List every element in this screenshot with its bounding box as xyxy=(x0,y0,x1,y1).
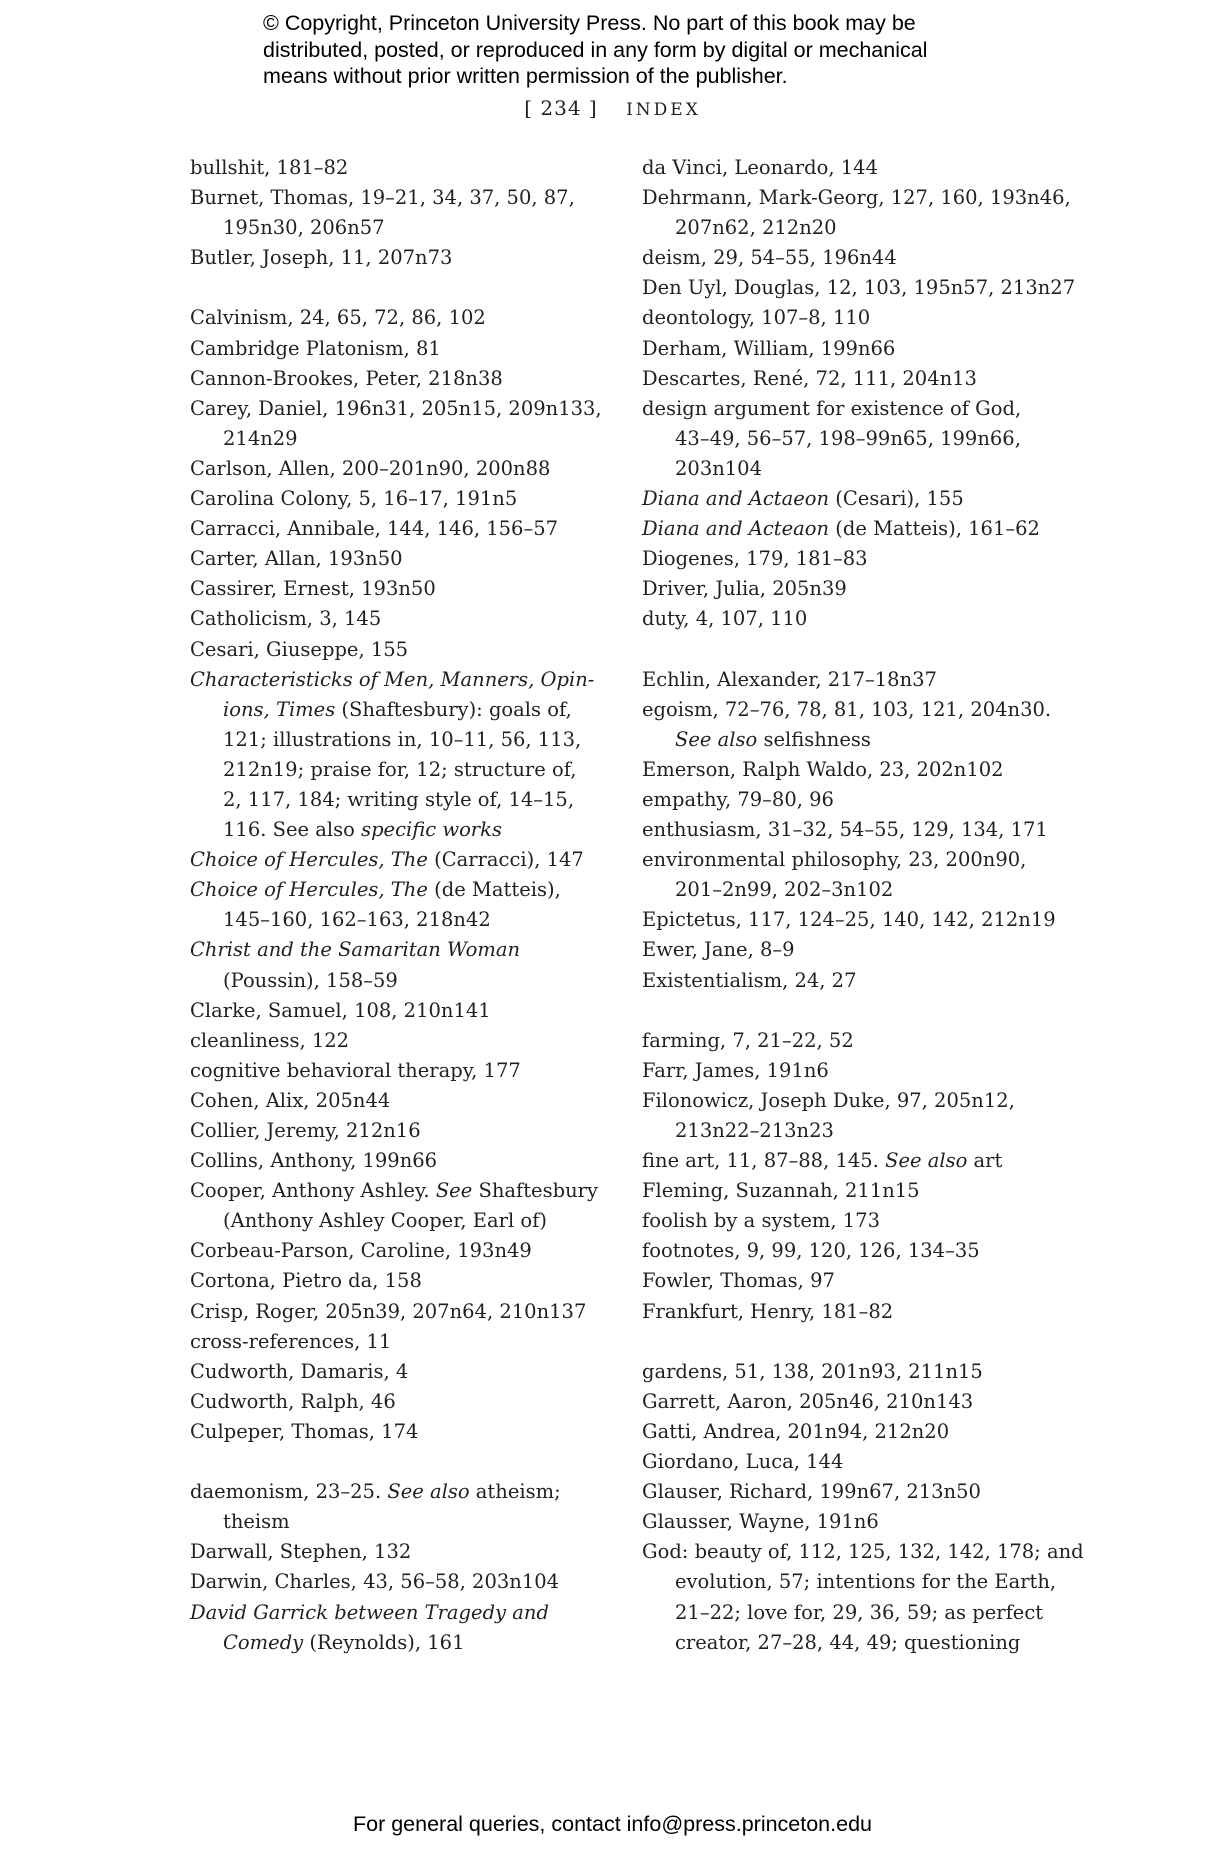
index-entry-line: Glauser, Richard, 199n67, 213n50 xyxy=(642,1480,981,1504)
index-entry-continuation: 116. See also specific works xyxy=(223,818,502,842)
index-entry-continuation: 213n22–213n23 xyxy=(675,1119,834,1142)
index-entry-line: Diana and Acteaon (de Matteis), 161–62 xyxy=(642,517,1040,541)
index-entry xyxy=(190,1176,630,1236)
index-entry xyxy=(190,1598,630,1658)
section-title: INDEX xyxy=(626,100,701,120)
index-entry xyxy=(190,1387,630,1417)
index-entry xyxy=(190,935,630,995)
index-entry-continuation: 145–160, 162–163, 218n42 xyxy=(223,908,491,932)
index-entry xyxy=(190,1357,630,1387)
index-entry-line: Carter, Allan, 193n50 xyxy=(190,547,403,571)
index-entry-line: cognitive behavioral therapy, 177 xyxy=(190,1058,521,1082)
index-entry-line: Carolina Colony, 5, 16–17, 191n5 xyxy=(190,487,518,511)
index-entry-line: cleanliness, 122 xyxy=(190,1028,350,1052)
index-entry-line: Carey, Daniel, 196n31, 205n15, 209n133, xyxy=(190,396,602,420)
copyright-line: © Copyright, Princeton University Press. No part of this book may be xyxy=(263,11,916,35)
index-entry xyxy=(190,1477,630,1537)
copyright-line: distributed, posted, or reproduced in any form by digital or mechanical xyxy=(263,37,928,62)
index-entry-line: duty, 4, 107, 110 xyxy=(642,607,808,631)
index-entry-line: Carracci, Annibale, 144, 146, 156–57 xyxy=(190,517,559,541)
page-number: [ 234 ] xyxy=(524,96,598,120)
index-entry xyxy=(190,364,630,394)
index-entry-line: Crisp, Roger, 205n39, 207n64, 210n137 xyxy=(190,1299,587,1323)
index-entry xyxy=(190,153,630,183)
index-entry xyxy=(642,785,1082,815)
index-entry-line: Fleming, Suzannah, 211n15 xyxy=(642,1179,920,1203)
index-entry-line: Carlson, Allen, 200–201n90, 200n88 xyxy=(190,456,551,480)
index-entry-line: Clarke, Samuel, 108, 210n141 xyxy=(190,998,491,1022)
index-entry-line: Descartes, René, 72, 111, 204n13 xyxy=(642,366,977,390)
index-entry-continuation: 201–2n99, 202–3n102 xyxy=(675,878,894,902)
index-entry xyxy=(190,574,630,604)
index-entry xyxy=(642,1086,1082,1146)
index-column-right xyxy=(642,153,1082,1658)
index-entry xyxy=(642,574,1082,604)
index-entry-line: Driver, Julia, 205n39 xyxy=(642,577,847,601)
index-entry-line: Culpeper, Thomas, 174 xyxy=(190,1419,419,1443)
index-entry xyxy=(190,394,630,454)
index-entry xyxy=(642,1477,1082,1507)
index-entry-line: footnotes, 9, 99, 120, 126, 134–35 xyxy=(642,1239,980,1263)
index-entry-continuation: 214n29 xyxy=(223,426,298,450)
index-entry-line: Cortona, Pietro da, 158 xyxy=(190,1269,422,1293)
copyright-notice xyxy=(263,10,1023,90)
index-entry xyxy=(642,243,1082,273)
index-entry-continuation: ions, Times (Shaftesbury): goals of, xyxy=(223,697,572,721)
index-entry-line: Cambridge Platonism, 81 xyxy=(190,336,441,360)
letter-gap xyxy=(190,273,630,303)
index-entry xyxy=(642,1537,1082,1657)
index-entry-line: Characteristicks of Men, Manners, Opin- xyxy=(190,667,595,691)
index-entry-line: Cudworth, Damaris, 4 xyxy=(190,1359,409,1383)
running-head xyxy=(0,96,1225,120)
index-entry xyxy=(190,334,630,364)
index-entry-line: David Garrick between Tragedy and xyxy=(190,1600,549,1624)
index-entry xyxy=(190,514,630,544)
index-entry-line: da Vinci, Leonardo, 144 xyxy=(642,156,878,179)
index-entry-continuation: 43–49, 56–57, 198–99n65, 199n66, xyxy=(675,426,1021,450)
index-entry xyxy=(190,1266,630,1296)
index-entry xyxy=(190,1567,630,1597)
index-entry xyxy=(642,1236,1082,1266)
index-entry-line: Echlin, Alexander, 217–18n37 xyxy=(642,667,937,691)
index-entry xyxy=(642,514,1082,544)
index-entry xyxy=(642,1447,1082,1477)
index-entry xyxy=(642,1507,1082,1537)
index-entry xyxy=(190,1297,630,1327)
index-entry xyxy=(190,243,630,273)
index-entry xyxy=(642,1176,1082,1206)
index-entry-line: Fowler, Thomas, 97 xyxy=(642,1269,835,1293)
letter-gap xyxy=(642,996,1082,1026)
index-entry-line: gardens, 51, 138, 201n93, 211n15 xyxy=(642,1359,983,1383)
index-entry-line: Cesari, Giuseppe, 155 xyxy=(190,637,409,661)
index-entry-line: Garrett, Aaron, 205n46, 210n143 xyxy=(642,1389,974,1413)
index-entry xyxy=(642,1357,1082,1387)
index-entry-line: Choice of Hercules, The (de Matteis), xyxy=(190,878,561,902)
index-entry xyxy=(642,1266,1082,1296)
index-entry-continuation: See also selfishness xyxy=(675,727,871,751)
index-entry xyxy=(642,484,1082,514)
index-entry xyxy=(642,544,1082,574)
letter-gap xyxy=(642,635,1082,665)
index-entry xyxy=(190,1327,630,1357)
index-entry-line: Filonowicz, Joseph Duke, 97, 205n12, xyxy=(642,1088,1015,1112)
index-entry-continuation: 195n30, 206n57 xyxy=(223,216,385,240)
index-entry-line: Glausser, Wayne, 191n6 xyxy=(642,1510,879,1534)
index-entry-line: Dehrmann, Mark-Georg, 127, 160, 193n46, xyxy=(642,186,1071,210)
index-entry-line: cross-references, 11 xyxy=(190,1329,392,1353)
index-entry-line: Butler, Joseph, 11, 207n73 xyxy=(190,246,453,270)
index-entry xyxy=(642,183,1082,243)
index-entry xyxy=(190,1086,630,1116)
index-entry xyxy=(190,303,630,333)
index-entry-line: deism, 29, 54–55, 196n44 xyxy=(642,246,897,270)
index-entry xyxy=(190,845,630,875)
index-entry-continuation: 2, 117, 184; writing style of, 14–15, xyxy=(223,787,575,811)
index-entry-line: Epictetus, 117, 124–25, 140, 142, 212n19 xyxy=(642,908,1056,932)
index-entry xyxy=(642,1387,1082,1417)
index-entry-line: Diogenes, 179, 181–83 xyxy=(642,547,868,571)
index-entry xyxy=(642,153,1082,183)
index-entry-line: farming, 7, 21–22, 52 xyxy=(642,1028,854,1052)
index-entry-line: Burnet, Thomas, 19–21, 34, 37, 50, 87, xyxy=(190,186,575,210)
index-entry xyxy=(642,334,1082,364)
index-entry-line: Existentialism, 24, 27 xyxy=(642,968,857,992)
index-entry-line: Giordano, Luca, 144 xyxy=(642,1450,844,1474)
index-entry-line: Farr, James, 191n6 xyxy=(642,1058,829,1082)
index-entry-line: Cudworth, Ralph, 46 xyxy=(190,1389,396,1413)
index-entry xyxy=(642,845,1082,905)
index-entry-line: Ewer, Jane, 8–9 xyxy=(642,938,795,962)
index-entry xyxy=(642,394,1082,484)
index-column-left xyxy=(190,153,630,1658)
index-entry-line: Cooper, Anthony Ashley. See Shaftesbury xyxy=(190,1179,598,1203)
index-entry-continuation: 121; illustrations in, 10–11, 56, 113, xyxy=(223,727,582,751)
index-entry-line: God: beauty of, 112, 125, 132, 142, 178; and xyxy=(642,1540,1084,1564)
index-entry xyxy=(642,966,1082,996)
index-entry xyxy=(190,1056,630,1086)
index-entry xyxy=(190,604,630,634)
index-entry xyxy=(190,875,630,935)
index-entry-line: fine art, 11, 87–88, 145. See also art xyxy=(642,1149,1003,1173)
index-entry xyxy=(190,1236,630,1266)
index-entry xyxy=(190,183,630,243)
index-entry-line: Christ and the Samaritan Woman xyxy=(190,938,521,962)
index-entry-line: Frankfurt, Henry, 181–82 xyxy=(642,1299,894,1323)
index-entry-line: Emerson, Ralph Waldo, 23, 202n102 xyxy=(642,757,1004,781)
index-entry-continuation: 207n62, 212n20 xyxy=(675,216,837,240)
index-entry xyxy=(642,303,1082,333)
index-entry xyxy=(190,996,630,1026)
letter-gap xyxy=(642,1327,1082,1357)
index-entry-continuation: Comedy (Reynolds), 161 xyxy=(223,1630,465,1654)
index-entry xyxy=(642,364,1082,394)
index-entry xyxy=(642,905,1082,935)
index-entry xyxy=(190,1116,630,1146)
index-entry xyxy=(642,273,1082,303)
index-entry-line: daemonism, 23–25. See also atheism; xyxy=(190,1480,561,1504)
index-entry-line: Darwall, Stephen, 132 xyxy=(190,1540,412,1564)
index-entry xyxy=(190,1146,630,1176)
index-entry xyxy=(190,454,630,484)
index-entry xyxy=(190,1417,630,1447)
index-entry-line: bullshit, 181–82 xyxy=(190,156,349,179)
index-entry xyxy=(642,815,1082,845)
index-entry-line: Cassirer, Ernest, 193n50 xyxy=(190,577,436,601)
index-entry-continuation: evolution, 57; intentions for the Earth, xyxy=(675,1570,1057,1594)
index-entry-line: Calvinism, 24, 65, 72, 86, 102 xyxy=(190,306,486,330)
index-entry xyxy=(642,935,1082,965)
index-entry-continuation: theism xyxy=(223,1510,290,1534)
index-entry xyxy=(642,755,1082,785)
index-entry-line: Catholicism, 3, 145 xyxy=(190,607,382,631)
index-entry-line: Corbeau-Parson, Caroline, 193n49 xyxy=(190,1239,532,1263)
index-entry-continuation: 212n19; praise for, 12; structure of, xyxy=(223,757,577,781)
index-entry-line: design argument for existence of God, xyxy=(642,396,1022,420)
index-entry-line: Den Uyl, Douglas, 12, 103, 195n57, 213n27 xyxy=(642,276,1076,300)
copyright-line: means without prior written permission of the publisher. xyxy=(263,64,788,88)
index-entry-line: deontology, 107–8, 110 xyxy=(642,306,871,330)
letter-gap xyxy=(190,1447,630,1477)
index-entry-line: Collins, Anthony, 199n66 xyxy=(190,1149,438,1173)
index-entry-continuation: 203n104 xyxy=(675,456,762,480)
index-entry xyxy=(190,1026,630,1056)
index-entry xyxy=(190,1537,630,1567)
index-entry-line: egoism, 72–76, 78, 81, 103, 121, 204n30. xyxy=(642,697,1052,721)
index-entry-line: enthusiasm, 31–32, 54–55, 129, 134, 171 xyxy=(642,818,1048,842)
index-entry-continuation: (Anthony Ashley Cooper, Earl of) xyxy=(223,1209,547,1233)
index-entry xyxy=(642,1146,1082,1176)
index-entry xyxy=(642,1056,1082,1086)
index-entry-line: foolish by a system, 173 xyxy=(642,1209,880,1233)
index-entry xyxy=(190,665,630,846)
index-entry-line: Darwin, Charles, 43, 56–58, 203n104 xyxy=(190,1570,560,1594)
index-entry-line: empathy, 79–80, 96 xyxy=(642,787,834,811)
index-entry-continuation: (Poussin), 158–59 xyxy=(223,968,398,992)
index-entry xyxy=(642,604,1082,634)
index-entry xyxy=(190,635,630,665)
index-entry-line: Diana and Actaeon (Cesari), 155 xyxy=(642,487,964,511)
index-entry-line: Cannon-Brookes, Peter, 218n38 xyxy=(190,366,503,390)
index-entry xyxy=(642,695,1082,755)
index-entry-line: environmental philosophy, 23, 200n90, xyxy=(642,848,1027,872)
index-entry xyxy=(642,1026,1082,1056)
index-entry-line: Derham, William, 199n66 xyxy=(642,336,896,360)
index-entry xyxy=(190,484,630,514)
index-entry-continuation: 21–22; love for, 29, 36, 59; as perfect xyxy=(675,1600,1044,1624)
index-entry xyxy=(642,1206,1082,1236)
index-entry xyxy=(190,544,630,574)
index-entry-line: Collier, Jeremy, 212n16 xyxy=(190,1119,421,1142)
index-entry xyxy=(642,665,1082,695)
index-entry-line: Gatti, Andrea, 201n94, 212n20 xyxy=(642,1419,950,1443)
index-entry-line: Cohen, Alix, 205n44 xyxy=(190,1088,391,1112)
index-entry-continuation: creator, 27–28, 44, 49; questioning xyxy=(675,1630,1021,1654)
footer-contact: For general queries, contact info@press.princeton.edu xyxy=(352,1812,872,1836)
index-entry xyxy=(642,1297,1082,1327)
index-entry xyxy=(642,1417,1082,1447)
index-entry-line: Choice of Hercules, The (Carracci), 147 xyxy=(190,848,584,872)
